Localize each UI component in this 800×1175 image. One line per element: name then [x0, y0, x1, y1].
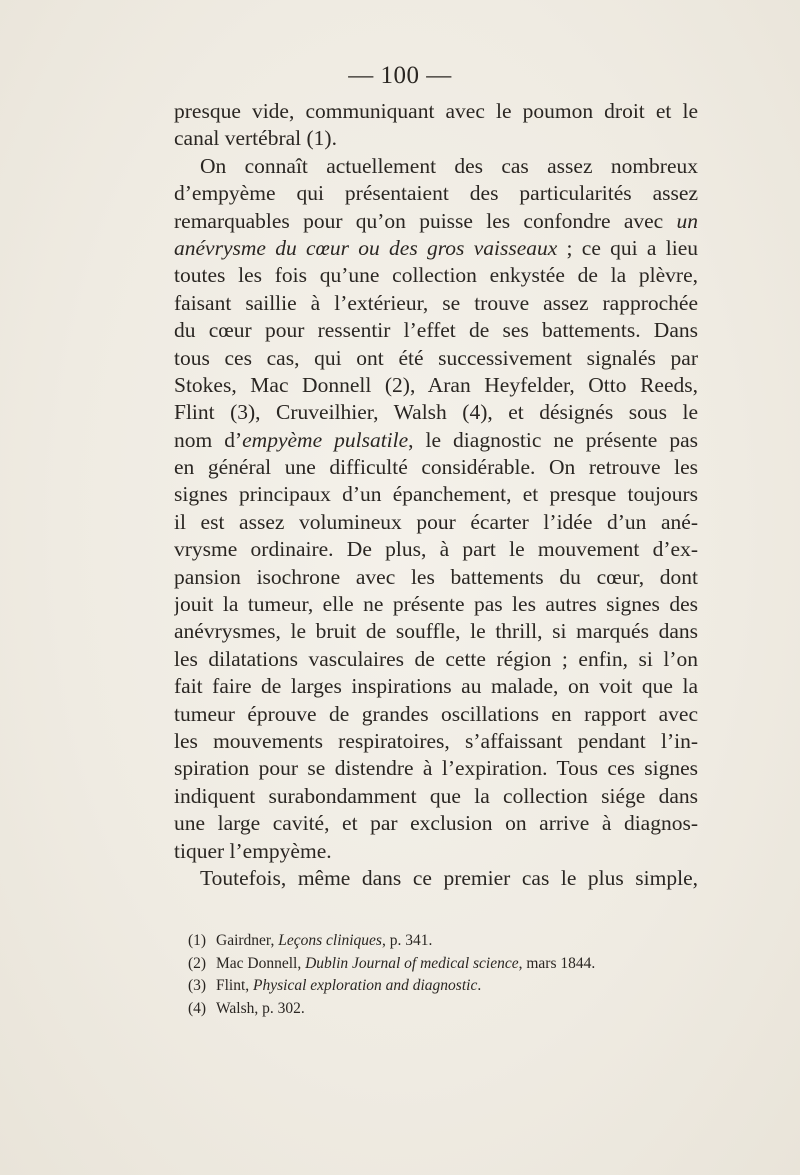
text-line: anévrysmes, le bruit de souffle, le thrill, si marqués dans	[174, 619, 698, 644]
footnote-title: Physical exploration and diagnostic	[253, 977, 478, 994]
text-line: en général une difficulté considérable. On retrouve les	[174, 455, 698, 480]
body-text	[174, 98, 698, 892]
text-line: les dilatations vasculaires de cette région ; enfin, si l’on	[174, 646, 698, 671]
footnote: (1) Gairdner, Leçons cliniques, p. 341.	[188, 930, 698, 953]
text-line: Stokes, Mac Donnell (2), Aran Heyfelder, Otto Reeds,	[174, 372, 698, 397]
text-line: nom d’empyème pulsatile, le diagnostic ne présente pas	[174, 427, 698, 452]
text-line: pansion isochrone avec les battements du cœur, dont	[174, 564, 698, 589]
text-line: les mouvements respiratoires, s’affaissant pendant l’in-	[174, 728, 698, 753]
footnote-number: (3)	[188, 977, 207, 994]
page-number: — 100 —	[348, 62, 452, 89]
footnote: (3) Flint, Physical exploration and diagnostic.	[188, 975, 698, 998]
text-line: tumeur éprouve de grandes oscillations en rapport avec	[174, 701, 698, 726]
italic-phrase: anévrysme du cœur ou des gros vaisseaux	[174, 235, 558, 260]
italic-phrase: un	[676, 208, 698, 233]
text-line: signes principaux d’un épanchement, et presque toujours	[174, 482, 698, 507]
text-line: fait faire de larges inspirations au malade, on voit que la	[174, 674, 698, 699]
footnote-title: Dublin Journal of medical science	[305, 954, 519, 972]
italic-phrase: empyème pulsatile	[242, 427, 409, 452]
text-line: spiration pour se distendre à l’expiration. Tous ces signes	[174, 756, 698, 781]
footnote-title: Leçons cliniques	[278, 932, 382, 949]
footnote: (4) Walsh, p. 302.	[188, 998, 698, 1021]
text-line: On connaît actuellement des cas assez nombreux	[200, 153, 698, 178]
text-line: canal vertébral (1).	[174, 126, 337, 151]
text-line: jouit la tumeur, elle ne présente pas les autres signes des	[174, 592, 698, 617]
text-line: d’empyème qui présentaient des particularités assez	[174, 181, 698, 206]
text-line: il est assez volumineux pour écarter l’idée d’un ané-	[174, 509, 698, 534]
text-line: toutes les fois qu’une collection enkystée de la plèvre,	[174, 263, 698, 288]
footnote: (2) Mac Donnell, Dublin Journal of medical science, mars 1844.	[188, 953, 698, 976]
text-line: Flint (3), Cruveilhier, Walsh (4), et désignés sous le	[174, 400, 698, 425]
footnote-number: (2)	[188, 954, 207, 972]
text-line: vrysme ordinaire. De plus, à part le mouvement d’ex-	[174, 537, 698, 562]
text-line: indiquent surabondamment que la collection siége dans	[174, 783, 698, 808]
text-line: anévrysme du cœur ou des gros vaisseaux ; ce qui a lieu	[174, 235, 698, 260]
text-line: Toutefois, même dans ce premier cas le plus simple,	[200, 865, 698, 890]
text-line: presque vide, communiquant avec le poumon droit et le	[174, 99, 698, 123]
text-line: tiquer l’empyème.	[174, 838, 332, 863]
footnotes	[188, 930, 698, 1020]
text-line: une large cavité, et par exclusion on arrive à diagnos-	[174, 811, 698, 836]
text-line: tous ces cas, qui ont été successivement signalés par	[174, 345, 698, 370]
footnote-number: (1)	[188, 932, 207, 949]
footnote-number: (4)	[188, 999, 207, 1017]
text-line: faisant saillie à l’extérieur, se trouve assez rapprochée	[174, 290, 698, 315]
text-line: du cœur pour ressentir l’effet de ses battements. Dans	[174, 318, 698, 343]
text-line: remarquables pour qu’on puisse les confondre avec un	[174, 208, 698, 233]
